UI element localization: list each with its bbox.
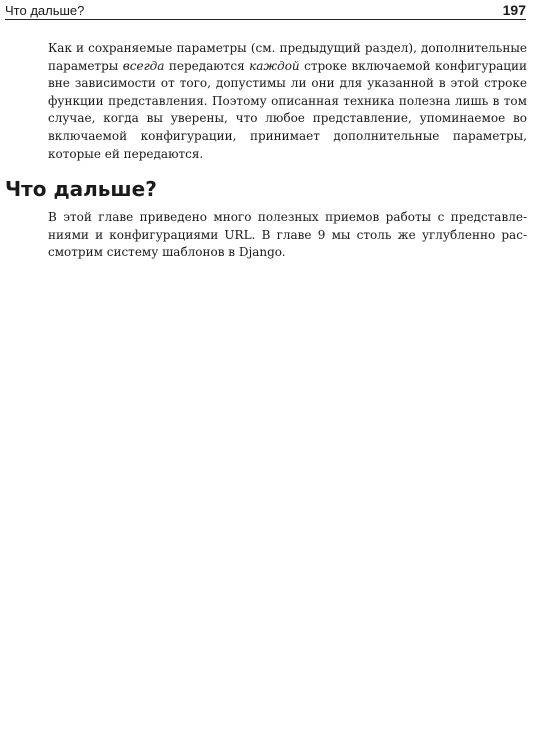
running-header bbox=[5, 2, 526, 20]
section-heading: Что дальше? bbox=[5, 177, 157, 201]
paragraph-1-run: передаются bbox=[164, 58, 250, 73]
body-paragraph-1 bbox=[48, 40, 527, 163]
paragraph-1-emphasis-always: всегда bbox=[122, 58, 165, 73]
page-number: 197 bbox=[502, 2, 526, 18]
paragraph-1-run: Как и сохраняемые параметры (см. предыдущий раздел), дополнительные параметры bbox=[48, 41, 527, 73]
paragraph-1-emphasis-each: каждой bbox=[249, 58, 300, 73]
running-header-section-title: Что дальше? bbox=[5, 3, 85, 18]
body-paragraph-2: В этой главе приведено много полезных приемов работы с представлениями и конфигурациями URL. В главе 9 мы столь же углубленно рассмотрим систему шаблонов в Django. bbox=[48, 210, 527, 260]
paragraph-1-run: строке включаемой конфигурации вне зависимости от того, допустимы ли они для указанной в этой строке функции представления. Поэтому описанная техника полезна лишь в том случае, когда вы уверены, что любое представление, упоминаемое во включаемой конфигурации, принимает дополнительные параметры, которые ей передаются. bbox=[48, 58, 528, 161]
